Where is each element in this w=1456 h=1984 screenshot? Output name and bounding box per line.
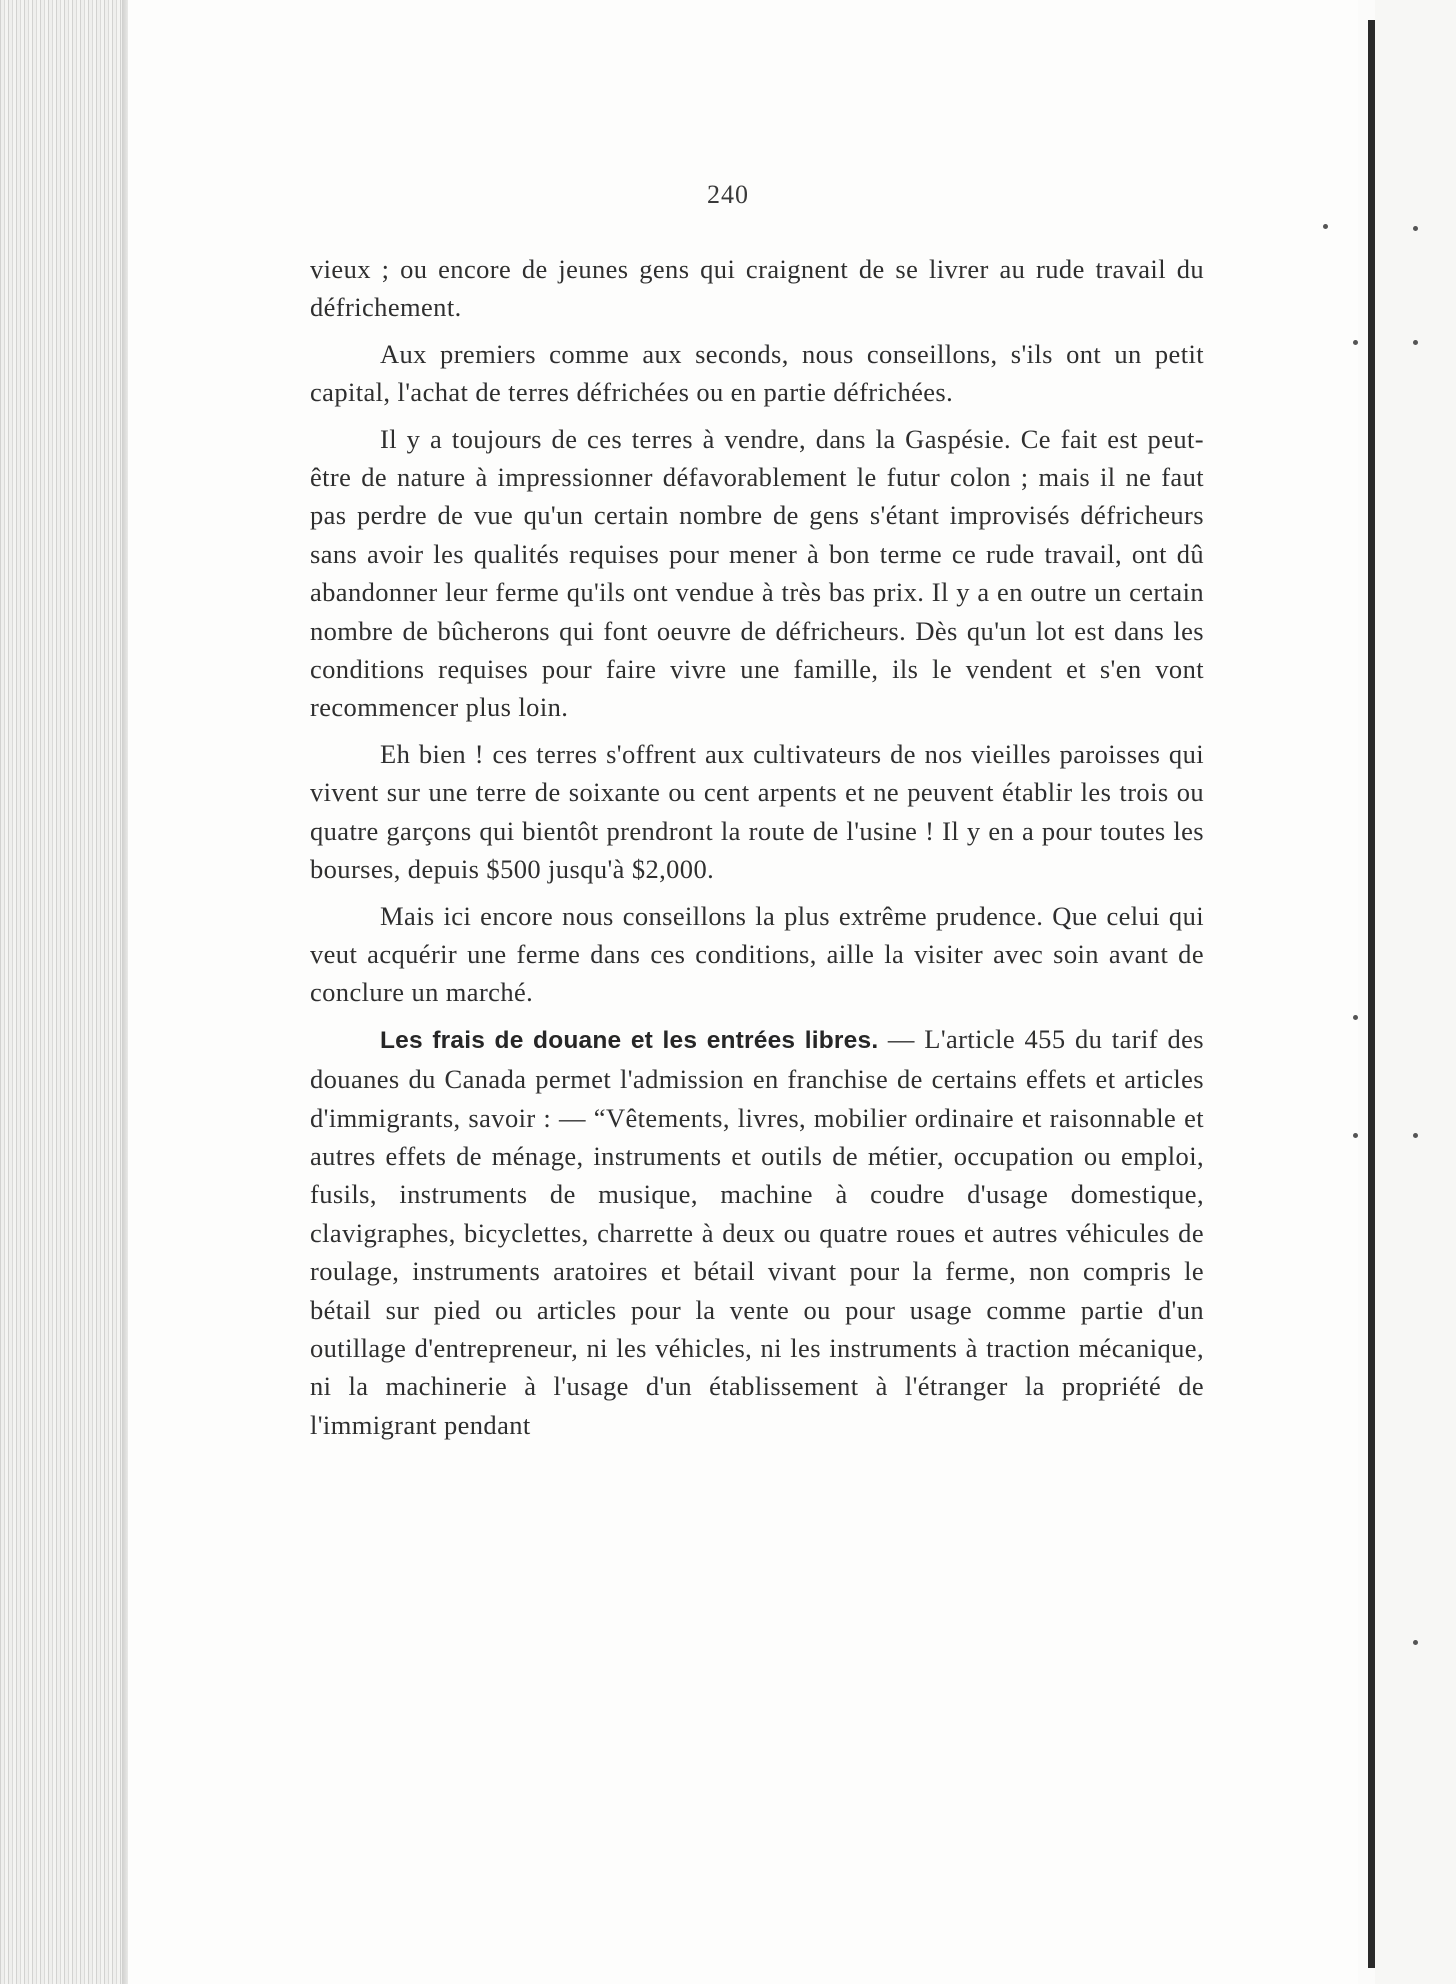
page-number: 240 [707,180,749,209]
paragraph-customs [310,1020,1204,1444]
facing-page-edge [1375,0,1456,1984]
body-text [310,250,1204,1452]
margin-speck [1413,1133,1418,1138]
margin-speck [1323,224,1328,229]
paragraph-continued: vieux ; ou encore de jeunes gens qui craignent de se livrer au rude travail du défrichement. [310,254,1204,323]
paragraph: Eh bien ! ces terres s'offrent aux cultivateurs de nos vieilles paroisses qui vivent sur une terre de soixante ou cent arpents et ne peuvent établir les trois ou quatre garçons qui bientôt prendront la route de l'usine ! Il y en a pour toutes les bourses, depuis $500 jusqu'à $2,000. [310,738,1204,885]
page-stack-edges [0,0,128,1984]
binding-shadow [1368,20,1375,1968]
margin-speck [1353,1133,1358,1138]
margin-speck [1353,340,1358,345]
margin-speck [1353,1015,1358,1020]
margin-speck [1413,340,1418,345]
margin-speck [1413,226,1418,231]
margin-speck [1413,1640,1418,1645]
paragraph: Mais ici encore nous conseillons la plus extrême prudence. Que celui qui veut acquérir une ferme dans ces conditions, aille la visiter avec soin avant de conclure un marché. [310,900,1204,1008]
section-text: — L'article 455 du tarif des douanes du Canada permet l'admission en franchise de certains effets et articles d'immigrants, savoir : — “Vêtements, livres, mobilier ordinaire et raisonnable et autres effets de ménage, instruments et outils de métier, occupation ou emploi, fusils, instruments de musique, machine à coudre d'usage domestique, clavigraphes, bicyclettes, charrette à deux ou quatre roues et autres véhicules de roulage, instruments aratoires et bétail vivant pour la ferme, non compris le bétail sur pied ou articles pour la vente ou pour usage comme partie d'un outillage d'entrepreneur, ni les véhicles, ni les instruments à traction mécanique, ni la machinerie à l'usage d'un établissement à l'étranger la propriété de l'immigrant pendant [310,1023,1204,1440]
paragraph: Aux premiers comme aux seconds, nous conseillons, s'ils ont un petit capital, l'achat de terres défrichées ou en partie défrichées. [310,338,1204,408]
section-heading: Les frais de douane et les entrées libres. [380,1026,879,1054]
paragraph: Il y a toujours de ces terres à vendre, dans la Gaspésie. Ce fait est peut-être de nature à impressionner défavorablement le futur colon ; mais il ne faut pas perdre de vue qu'un certain nombre de gens s'étant improvisés défricheurs sans avoir les qualités requises pour mener à bon terme ce rude travail, ont dû abandonner leur ferme qu'ils ont vendue à très bas prix. Il y a en outre un certain nombre de bûcherons qui font oeuvre de défricheurs. Dès qu'un lot est dans les conditions requises pour faire vivre une famille, ils le vendent et s'en vont recommencer plus loin. [310,423,1204,723]
